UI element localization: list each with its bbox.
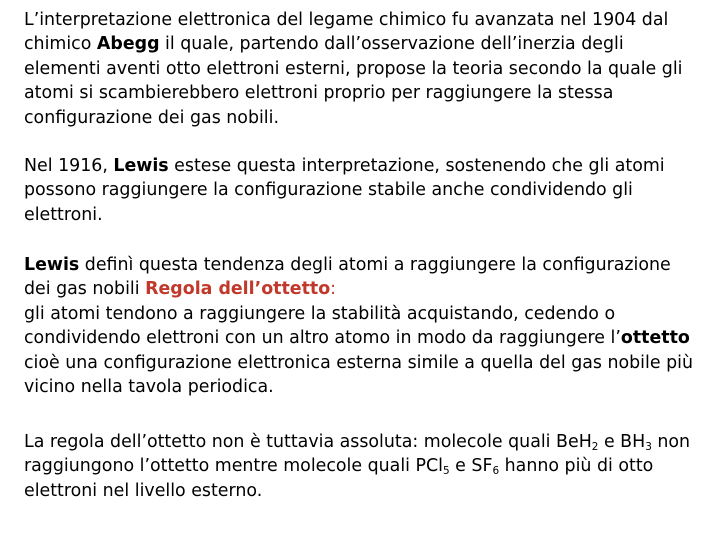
- name-lewis: Lewis: [113, 156, 169, 176]
- name-abegg: Abegg: [96, 34, 160, 55]
- text: gli atomi tendono a raggiungere la stabilità acquistando, cedendo o condividendo elettroni con un altro atomo in modo da raggiungere l’: [24, 303, 621, 349]
- octet-rule-term: Regola dell’ottetto: [145, 279, 331, 300]
- paragraph-octet-rule: [24, 253, 696, 399]
- text: L’interpretazione elettronica del legame chimico fu avanzata nel 1904 dal chimico: [24, 10, 669, 55]
- text: estese questa interpretazione, sostenendo che gli atomi possono raggiungere la configurazione stabile anche condividendo gli elettroni.: [24, 156, 665, 225]
- text: La regola dell’ottetto non è tuttavia assoluta: molecole quali Be: [24, 432, 579, 452]
- text: Nel 1916,: [24, 156, 114, 176]
- term-ottetto: ottetto: [620, 328, 690, 349]
- subscript: 2: [591, 441, 599, 454]
- name-lewis: Lewis: [24, 255, 80, 275]
- text: non raggiungono l’ottetto mentre molecole quali PCl: [24, 432, 691, 477]
- text: e BH: [598, 432, 646, 452]
- paragraph-abegg: [24, 8, 696, 130]
- text: cioè una configurazione elettronica esterna simile a quella del gas nobile più vicino nella tavola periodica.: [24, 352, 693, 398]
- text: hanno più di otto elettroni nel livello esterno.: [24, 456, 654, 501]
- paragraph-exceptions: [24, 430, 696, 503]
- paragraph-lewis-1916: [24, 154, 696, 227]
- subscript: 6: [492, 465, 500, 478]
- subscript: 3: [645, 441, 652, 454]
- text: definì questa tendenza degli atomi a raggiungere la configurazione dei gas nobili: [24, 255, 671, 300]
- text: e SF: [449, 456, 493, 477]
- text: il quale, partendo dall’osservazione dell’inerzia degli elementi aventi otto elettroni esterni, propose la teoria secondo la quale gli atomi si scambierebbero elettroni proprio per raggiungere la stessa configurazione dei gas nobili.: [24, 34, 683, 128]
- subscript: 5: [443, 465, 450, 478]
- text: H: [578, 432, 592, 452]
- colon: :: [330, 279, 337, 300]
